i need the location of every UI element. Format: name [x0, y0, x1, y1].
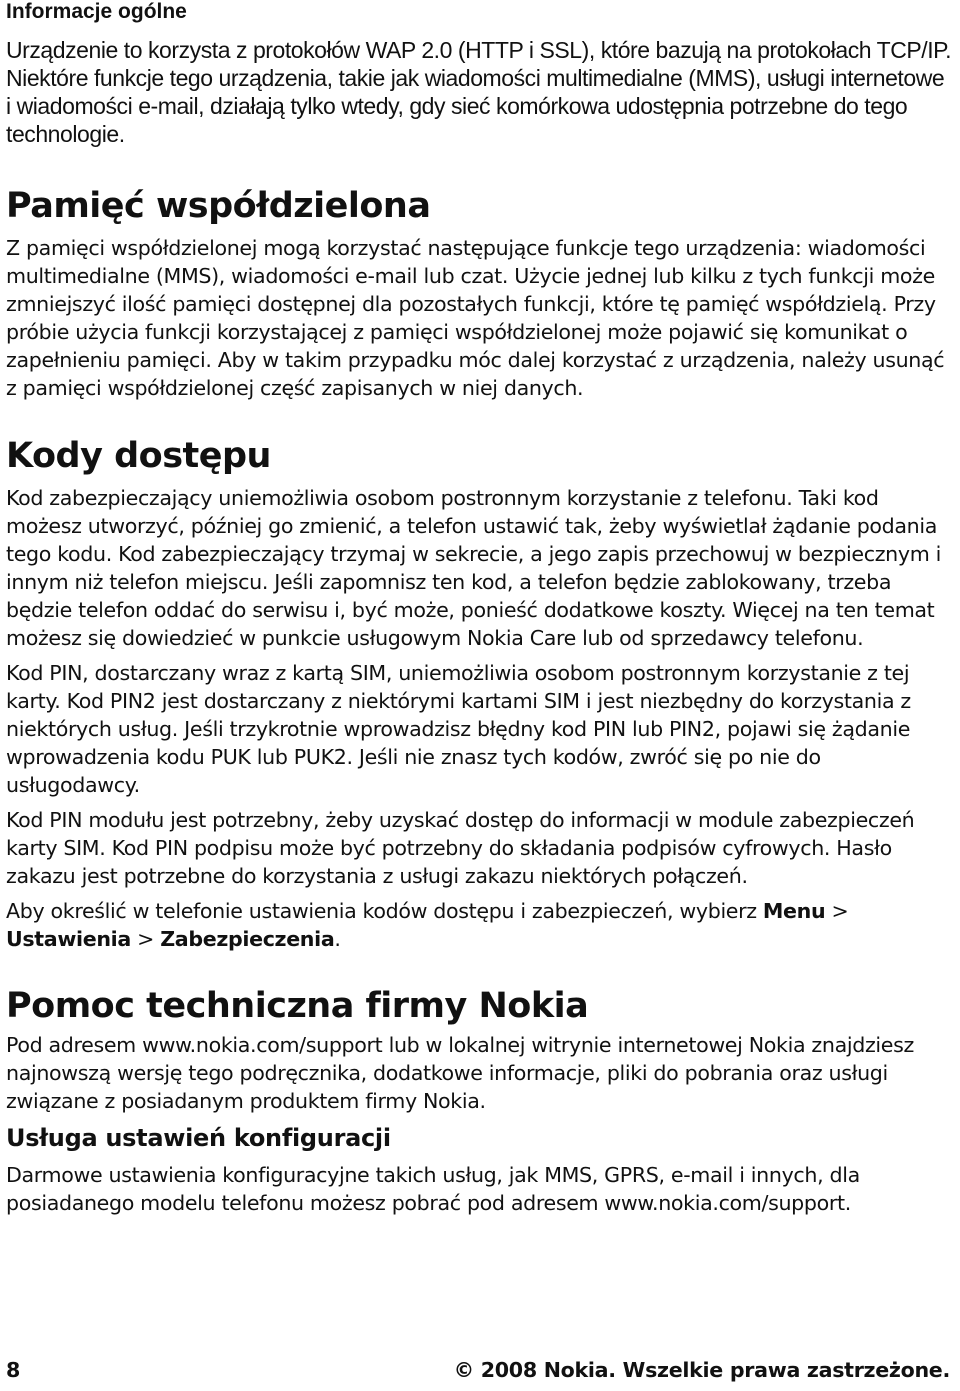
nokia-support-text: Pod adresem www.nokia.com/support lub w lokalnej witrynie internetowej Nokia znajdziesz najnowszą wersję tego podręcznika, dodatkowe informacje, pliki do pobrania oraz usługi związane z posiadanym produktem firmy Nokia. — [6, 1033, 914, 1113]
shared-memory-text: Z pamięci współdzielonej mogą korzystać następujące funkcje tego urządzenia: wiadomości multimedialne (MMS), wiadomości e-mail lub czat. Użycie jednej lub kilku z tych funkcji może zmniejszyć ilość pamięci dostępnej dla pozostałych funkcji, które tę pamięć współdzielą. Przy próbie użycia funkcji korzystającej z pamięci współdzielonej może pojawić się komunikat o zapełnieniu pamięci. Aby w takim przypadku móc dalej korzystać z urządzenia, należy usunąć z pamięci współdzielonej część zapisanych w niej danych. — [6, 236, 945, 400]
config-service-heading: Usługa ustawień konfiguracji — [6, 1124, 391, 1152]
menu-path-item: Menu — [762, 899, 826, 923]
access-codes-settings-path — [6, 897, 954, 953]
access-codes-module-pin-text: Kod PIN modułu jest potrzebny, żeby uzyskać dostęp do informacji w module zabezpieczeń karty SIM. Kod PIN podpisu może być potrzebny do składania podpisów cyfrowych. Hasło zakazu jest potrzebne do korzystania z usługi zakazu niektórych połączeń. — [6, 808, 915, 888]
access-codes-pin-text: Kod PIN, dostarczany wraz z kartą SIM, uniemożliwia osobom postronnym korzystanie z tej karty. Kod PIN2 jest dostarczany z niektórymi kartami SIM i jest niezbędny do korzystania z niektórych usług. Jeśli trzykrotnie wprowadzisz błędny kod PIN lub PIN2, pojawi się żądanie wprowadzenia kodu PUK lub PUK2. Jeśli nie znasz tych kodów, zwróć się po nie do usługodawcy. — [6, 661, 911, 797]
access-codes-security-code-text: Kod zabezpieczający uniemożliwia osobom postronnym korzystanie z telefonu. Taki kod możesz utworzyć, później go zmienić, a telefon ustawić tak, żeby wyświetlał żądanie podania tego kodu. Kod zabezpieczający trzymaj w sekrecie, a jego zapis przechowuj w bezpiecznym i innym niż telefon miejscu. Jeśli zapomnisz ten kod, a telefon będzie zablokowany, trzeba będzie telefon oddać do serwisu i, być może, ponieść dodatkowe koszty. Więcej na ten temat możesz się dowiedzieć w punkcie usługowym Nokia Care lub od sprzedawcy telefonu. — [6, 486, 941, 650]
general-info-heading: Informacje ogólne — [6, 0, 187, 23]
security-path-item: Zabezpieczenia — [160, 927, 335, 951]
page-footer — [6, 1356, 950, 1384]
settings-path-item: Ustawienia — [6, 927, 131, 951]
nokia-support-heading: Pomoc techniczna firmy Nokia — [6, 986, 589, 1026]
path-separator: > — [130, 927, 161, 951]
shared-memory-heading: Pamięć współdzielona — [6, 186, 431, 226]
access-codes-heading: Kody dostępu — [6, 436, 271, 476]
settings-path-intro: Aby określić w telefonie ustawienia kodów dostępu i zabezpieczeń, wybierz — [6, 899, 763, 923]
config-service-text: Darmowe ustawienia konfiguracyjne takich usług, jak MMS, GPRS, e-mail i innych, dla posiadanego modelu telefonu możesz pobrać pod adresem www.nokia.com/support. — [6, 1163, 860, 1215]
page-content — [6, 0, 954, 1217]
page-number: 8 — [6, 1358, 21, 1382]
path-separator: > — [825, 899, 849, 923]
path-end: . — [334, 927, 341, 951]
general-info-text: Urządzenie to korzysta z protokołów WAP 2.0 (HTTP i SSL), które bazują na protokołach TCP/IP. Niektóre funkcje tego urządzenia, takie jak wiadomości multimedialne (MMS), usługi internetowe i wiadomości e-mail, działają tylko wtedy, gdy sieć komórkowa udostępnia potrzebne do tego technologie. — [6, 37, 952, 147]
copyright-notice: © 2008 Nokia. Wszelkie prawa zastrzeżone. — [453, 1358, 950, 1382]
